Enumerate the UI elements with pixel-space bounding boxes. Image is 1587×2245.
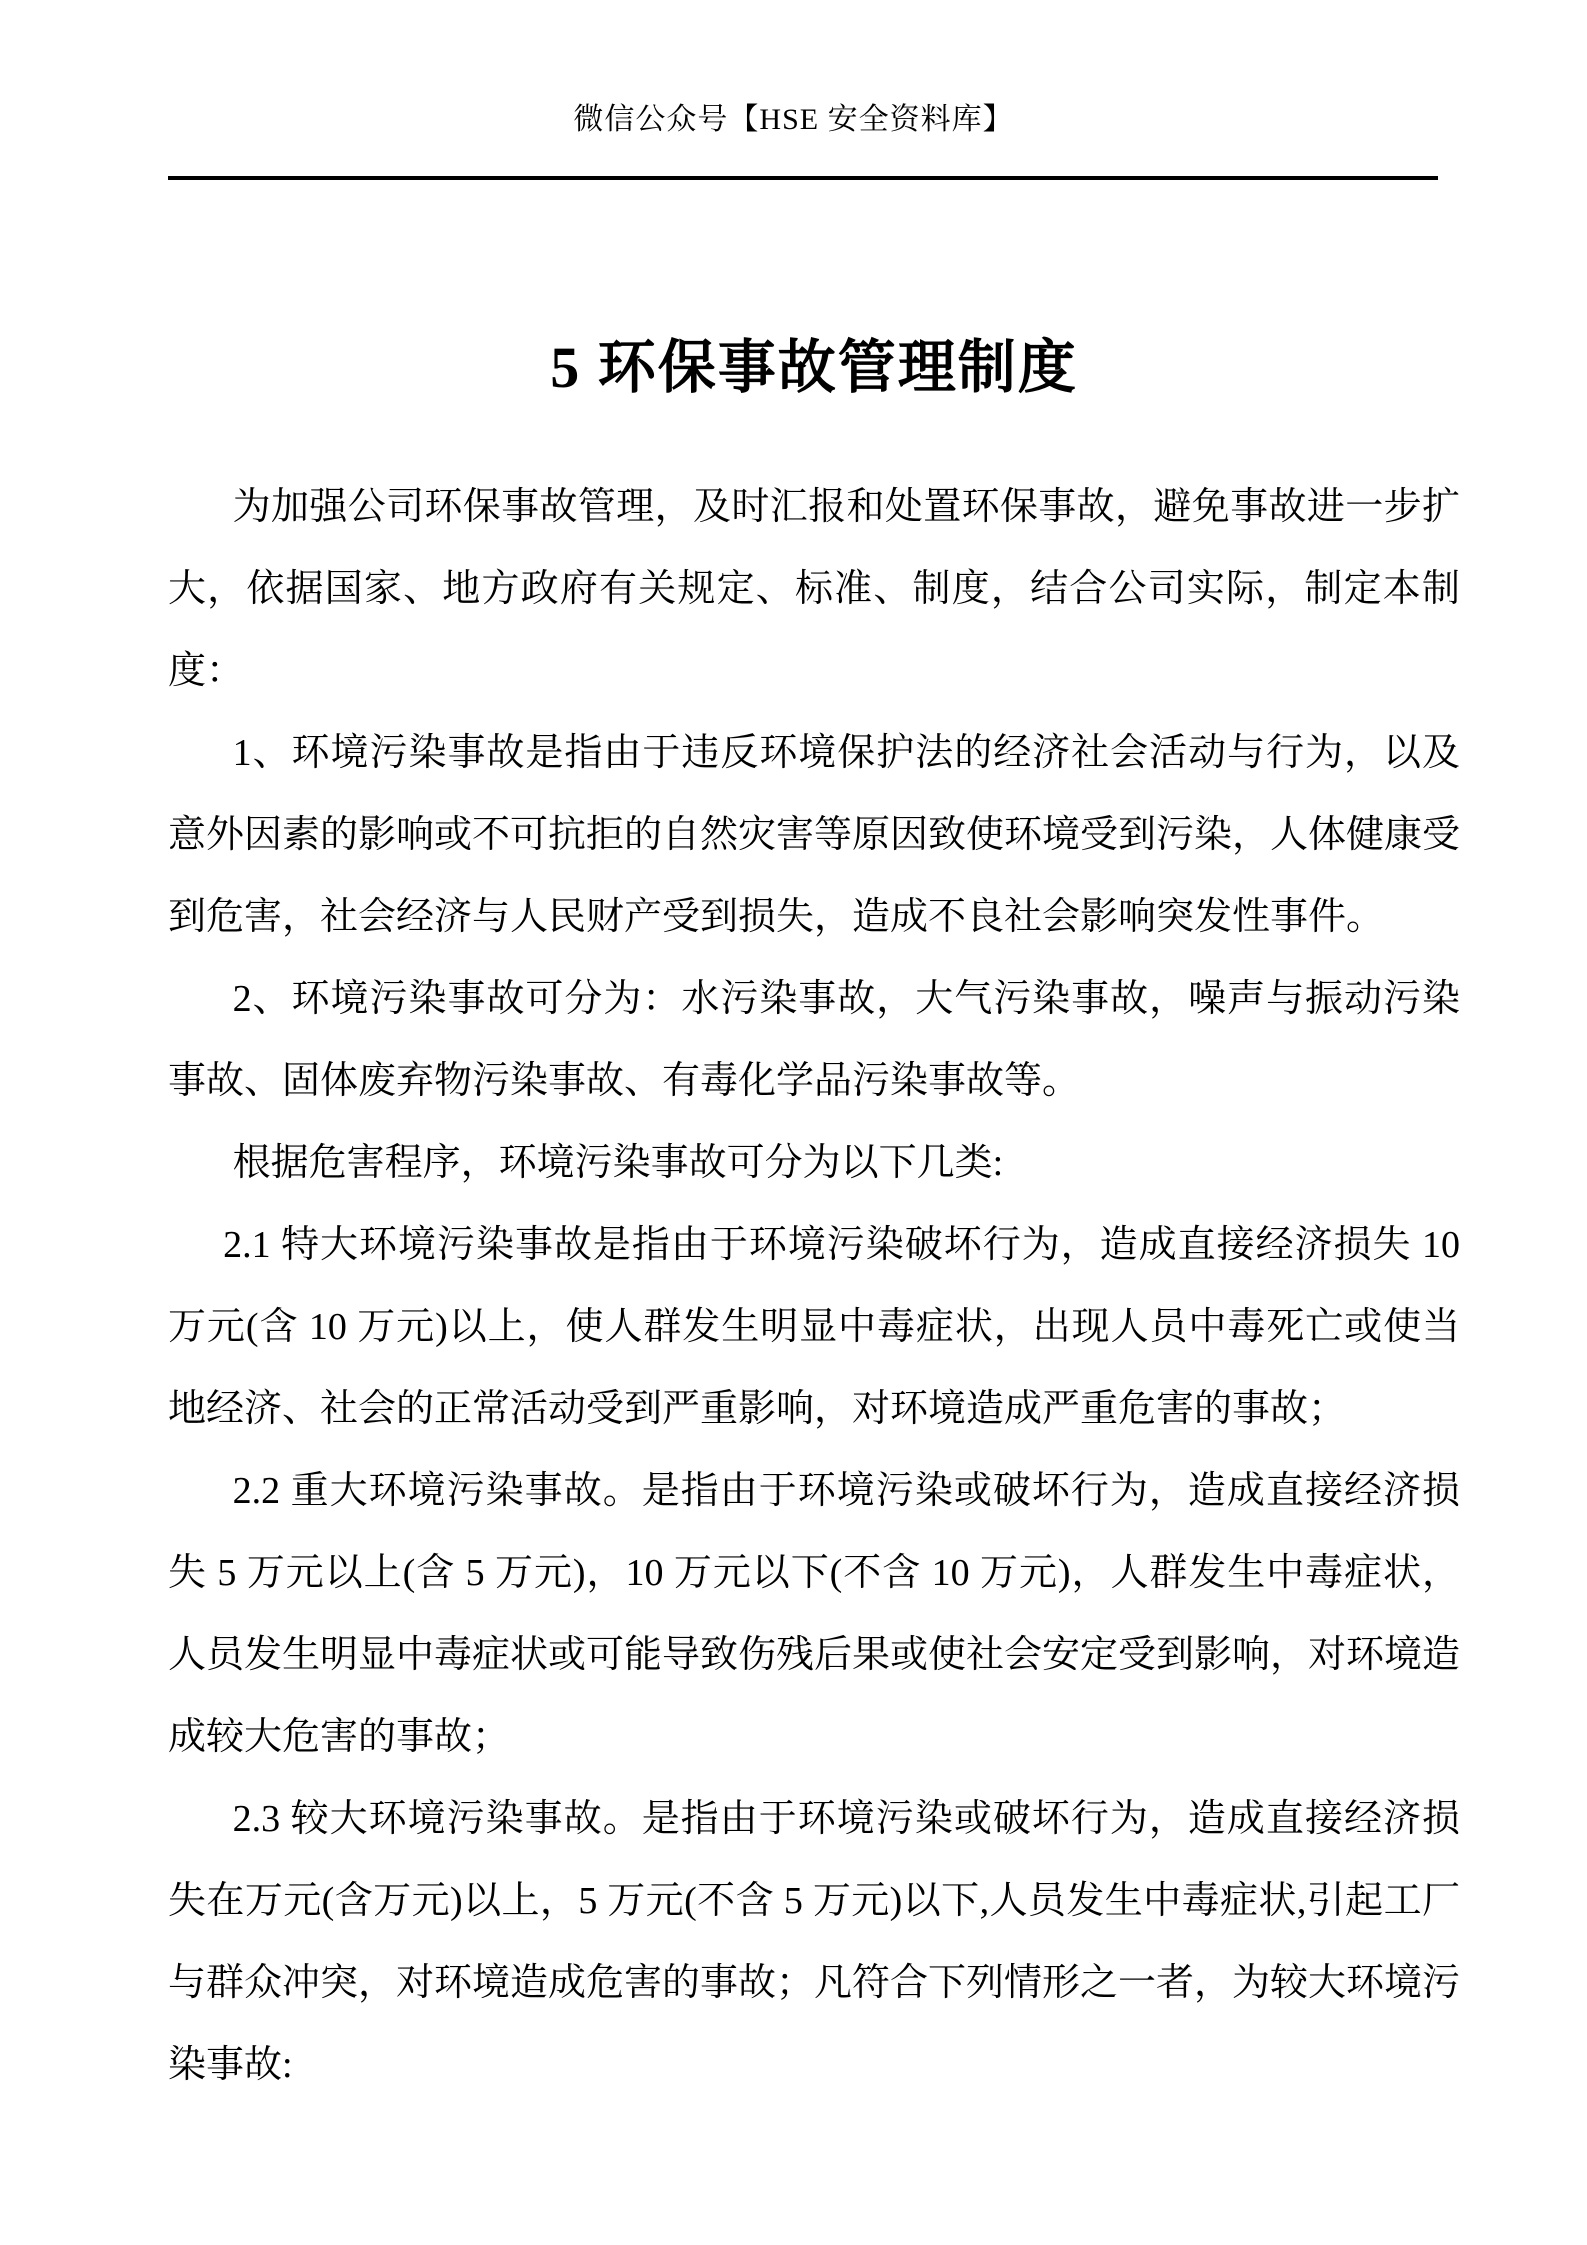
header-divider <box>168 176 1438 180</box>
page-header-text: 微信公众号【HSE 安全资料库】 <box>573 103 1014 136</box>
paragraph-item-2-1: 2.1 特大环境污染事故是指由于环境污染破坏行为，造成直接经济损失 10 万元(含 10 万元)以上，使人群发生明显中毒症状，出现人员中毒死亡或使当地经济、社会的正常活动受到严重影响，对环境造成严重危害的事故； <box>168 1224 1460 1430</box>
paragraph-intro: 为加强公司环保事故管理，及时汇报和处置环保事故，避免事故进一步扩大，依据国家、地方政府有关规定、标准、制度，结合公司实际，制定本制度： <box>168 486 1460 692</box>
paragraph-item-2-2: 2.2 重大环境污染事故。是指由于环境污染或破坏行为，造成直接经济损失 5 万元以上(含 5 万元)，10 万元以下(不含 10 万元)，人群发生中毒症状，人员发生明显中毒症状或可能导致伤残后果或使社会安定受到影响，对环境造成较大危害的事故； <box>168 1470 1461 1758</box>
paragraph-item-2: 2、环境污染事故可分为：水污染事故，大气污染事故，噪声与振动污染事故、固体废弃物污染事故、有毒化学品污染事故等。 <box>168 978 1460 1102</box>
document-title: 5 环保事故管理制度 <box>550 335 1078 400</box>
paragraph-item-2-3: 2.3 较大环境污染事故。是指由于环境污染或破坏行为，造成直接经济损失在万元(含万元)以上，5 万元(不含 5 万元)以下,人员发生中毒症状,引起工厂与群众冲突，对环境造成危害的事故；凡符合下列情形之一者，为较大环境污染事故: <box>168 1798 1461 2086</box>
paragraph-item-1: 1、环境污染事故是指由于违反环境保护法的经济社会活动与行为，以及意外因素的影响或不可抗拒的自然灾害等原因致使环境受到污染，人体健康受到危害，社会经济与人民财产受到损失，造成不良社会影响突发性事件。 <box>168 732 1461 938</box>
paragraph-classification-intro: 根据危害程序，环境污染事故可分为以下几类: <box>232 1142 1004 1184</box>
document-body <box>168 328 1460 2106</box>
